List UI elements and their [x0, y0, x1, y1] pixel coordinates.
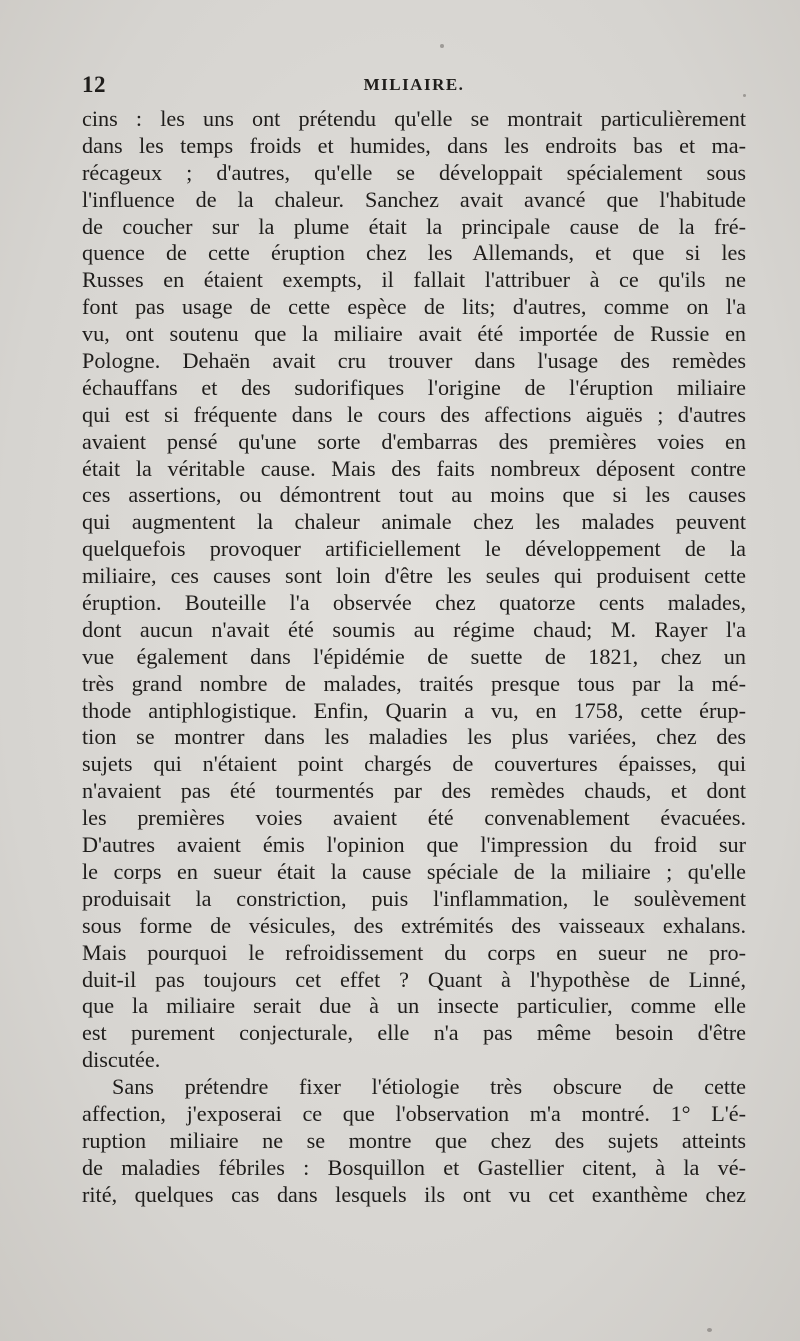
text-line: échauffans et des sudorifiques l'origine de l'éruption miliaire [82, 374, 746, 400]
text-line: quence de cette éruption chez les Allemands, et que si les [82, 240, 746, 266]
text-line: D'autres avaient émis l'opinion que l'impression du froid sur [82, 832, 746, 858]
text-line: miliaire, ces causes sont loin d'être les seules qui produisent cette [82, 563, 746, 589]
text-line: cins : les uns ont prétendu qu'elle se montrait particulièrement [82, 106, 746, 131]
text-line: ces assertions, ou démontrent tout au moins que si les causes [82, 482, 746, 508]
text-line: Sans prétendre fixer l'étiologie très obscure de cette [112, 1074, 746, 1100]
paper-speck [707, 1328, 712, 1332]
paper-speck [440, 44, 444, 48]
paper-speck [743, 94, 746, 97]
text-line: qui est si fréquente dans le cours des affections aiguës ; d'autres [82, 401, 746, 427]
text-line: Pologne. Dehaën avait cru trouver dans l'usage des remèdes [82, 348, 746, 374]
text-line: vue également dans l'épidémie de suette de 1821, chez un [82, 643, 746, 669]
text-line: était la véritable cause. Mais des faits nombreux déposent contre [82, 455, 746, 481]
text-line: Russes en étaient exempts, il fallait l'attribuer à ce qu'ils ne [82, 267, 746, 293]
text-line: produisait la constriction, puis l'inflammation, le soulèvement [82, 885, 746, 911]
text-line: thode antiphlogistique. Enfin, Quarin a vu, en 1758, cette érup- [82, 697, 746, 723]
text-line: que la miliaire serait due à un insecte particulier, comme elle [82, 993, 746, 1019]
text-line: qui augmentent la chaleur animale chez les malades peuvent [82, 509, 746, 535]
text-line: affection, j'exposerai ce que l'observation m'a montré. 1° L'é- [82, 1100, 746, 1126]
text-line: de maladies fébriles : Bosquillon et Gastellier citent, à la vé- [82, 1154, 746, 1180]
text-line: tion se montrer dans les maladies les plus variées, chez des [82, 724, 746, 750]
text-line: font pas usage de cette espèce de lits; d'autres, comme on l'a [82, 294, 746, 320]
text-line: sous forme de vésicules, des extrémités des vaisseaux exhalans. [82, 912, 746, 938]
text-line: les premières voies avaient été convenablement évacuées. [82, 805, 746, 831]
text-line: récageux ; d'autres, qu'elle se développait spécialement sous [82, 159, 746, 185]
text-line: duit-il pas toujours cet effet ? Quant à l'hypothèse de Linné, [82, 966, 746, 992]
text-line: le corps en sueur était la cause spéciale de la miliaire ; qu'elle [82, 858, 746, 884]
text-line: discutée. [82, 1047, 161, 1073]
text-line: éruption. Bouteille l'a observée chez quatorze cents malades, [82, 590, 746, 616]
text-line: vu, ont soutenu que la miliaire avait été importée de Russie en [82, 321, 746, 347]
text-line: quelquefois provoquer artificiellement le développement de la [82, 536, 746, 562]
text-line: rité, quelques cas dans lesquels ils ont vu cet exanthème chez [82, 1181, 746, 1207]
text-line: avaient pensé qu'une sorte d'embarras des premières voies en [82, 428, 746, 454]
text-line: dont aucun n'avait été soumis au régime chaud; M. Rayer l'a [82, 616, 746, 642]
text-line: ruption miliaire ne se montre que chez des sujets atteints [82, 1127, 746, 1153]
text-line: sujets qui n'étaient point chargés de couvertures épaisses, qui [82, 751, 746, 777]
text-line: dans les temps froids et humides, dans les endroits bas et ma- [82, 132, 746, 158]
running-title: MILIAIRE. [363, 75, 465, 94]
text-line: très grand nombre de malades, traités presque tous par la mé- [82, 670, 746, 696]
text-line: n'avaient pas été tourmentés par des remèdes chauds, et dont [82, 778, 746, 804]
page-header [82, 72, 746, 102]
text-line: Mais pourquoi le refroidissement du corps en sueur ne pro- [82, 939, 746, 965]
text-line: l'influence de la chaleur. Sanchez avait avancé que l'habitude [82, 186, 746, 212]
body-text [82, 106, 746, 1209]
page-number: 12 [82, 72, 106, 97]
text-line: de coucher sur la plume était la principale cause de la fré- [82, 213, 746, 239]
text-line: est purement conjecturale, elle n'a pas même besoin d'être [82, 1020, 746, 1046]
